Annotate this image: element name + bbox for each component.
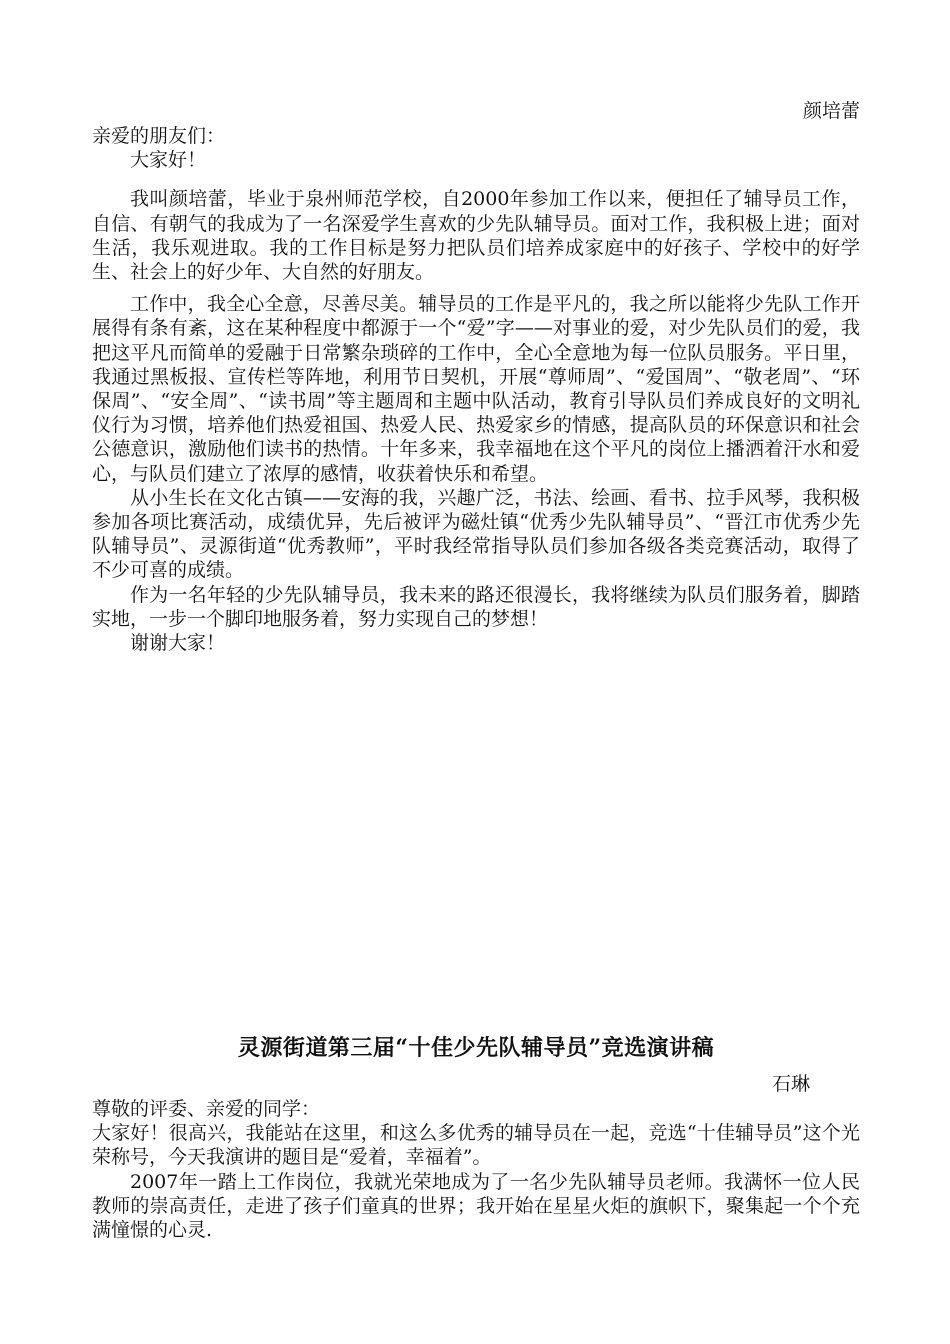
speech2-body [92, 1097, 860, 1242]
speech1-author: 颜培蕾 [802, 100, 860, 122]
speech2-greeting: 大家好！很高兴，我能站在这里，和这么多优秀的辅导员在一起，竞选“十佳辅导员”这个光荣称号，今天我演讲的题目是“爱着，幸福着”。 [92, 1122, 860, 1169]
speech1-greeting: 大家好！ [130, 149, 207, 172]
speech2-author: 石琳 [771, 1073, 810, 1095]
speech1-paragraph-3: 从小生长在文化古镇——安海的我，兴趣广泛，书法、绘画、看书、拉手风琴，我积极参加各项比赛活动，成绩优异，先后被评为磁灶镇“优秀少先队辅导员”、“晋江市优秀少先队辅导员”、灵源街道“优秀教师”，平时我经常指导队员们参加各级各类竞赛活动，取得了不少可喜的成绩。 [92, 486, 860, 582]
speech1-paragraph-4: 作为一名年轻的少先队辅导员，我未来的路还很漫长，我将继续为队员们服务着，脚踏实地，一步一个脚印地服务着，努力实现自己的梦想！ [92, 583, 860, 630]
speech2-paragraph-1: 2007年一踏上工作岗位，我就光荣地成为了一名少先队辅导员老师。我满怀一位人民教师的崇高责任，走进了孩子们童真的世界；我开始在星星火炬的旗帜下，聚集起一个个充满憧憬的心灵. [92, 1170, 860, 1242]
speech2-title: 灵源街道第三届“十佳少先队辅导员”竞选演讲稿 [237, 1035, 715, 1061]
speech2-salutation: 尊敬的评委、亲爱的同学： [92, 1098, 321, 1120]
speech1-paragraph-1: 我叫颜培蕾，毕业于泉州师范学校，自2000年参加工作以来，便担任了辅导员工作，自信、有朝气的我成为了一名深爱学生喜欢的少先队辅导员。面对工作，我积极上进；面对生活，我乐观进取。我的工作目标是努力把队员们培养成家庭中的好孩子、学校中的好学生、社会上的好少年、大自然的好朋友。 [92, 188, 860, 284]
speech1-paragraph-2: 工作中，我全心全意，尽善尽美。辅导员的工作是平凡的，我之所以能将少先队工作开展得有条有紊，这在某种程度中都源于一个“爱”字——对事业的爱，对少先队员们的爱，我把这平凡而简单的爱融于日常繁杂琐碎的工作中，全心全意地为每一位队员服务。平日里，我通过黑板报、宣传栏等阵地，利用节日契机，开展“尊师周”、“爱国周”、“敬老周”、“环保周”、“安全周”、“读书周”等主题周和主题中队活动，教育引导队员们养成良好的文明礼仪行为习惯，培养他们热爱祖国、热爱人民、热爱家乡的情感，提高队员的环保意识和社会公德意识，激励他们读书的热情。十年多来，我幸福地在这个平凡的岗位上播洒着汗水和爱心，与队员们建立了浓厚的感情，收获着快乐和希望。 [92, 293, 860, 485]
speech1-closing: 谢谢大家！ [130, 632, 226, 655]
speech1-body [92, 124, 860, 655]
speech1-salutation: 亲爱的朋友们： [92, 125, 226, 147]
